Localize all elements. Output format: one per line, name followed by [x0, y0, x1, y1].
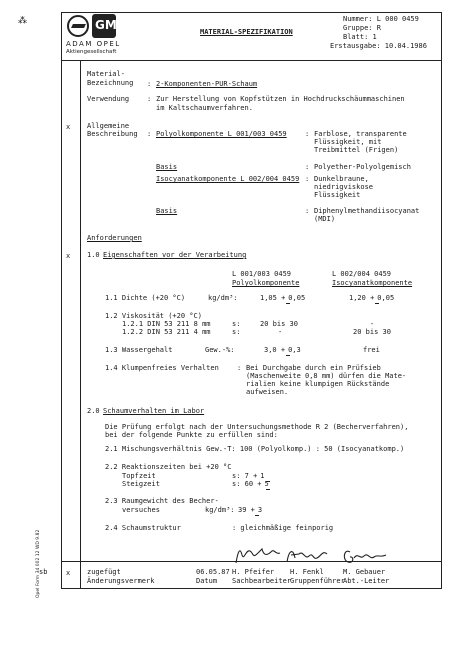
iso-label: Isocyanatkomponente L 002/004 0459: [156, 175, 300, 183]
footer-change-note: Änderungsvermerk: [87, 577, 155, 585]
row-reaction-label: 2.2 Reaktionszeiten bei +20 °C: [105, 463, 232, 471]
basis-label: Basis: [156, 163, 178, 171]
opel-logo: [67, 15, 89, 37]
footer-date-label: Datum: [196, 577, 218, 585]
gm-logo: GM: [92, 14, 116, 38]
colon: :: [147, 95, 152, 103]
footer-role-3: Abt.-Leiter: [343, 577, 390, 585]
signature-gebauer: [340, 546, 390, 566]
row-density-cup-label: 2.3 Raumgewicht des Becher-: [105, 497, 219, 505]
verwendung-label: Verwendung: [87, 95, 130, 103]
iso-basis: Diphenylmethandiisocyanat: [314, 207, 420, 215]
water-polyol: 3,0 + 0,3: [264, 346, 301, 354]
footer-role-2: Gruppenführer: [290, 577, 345, 585]
section-2-number: 2.0: [87, 407, 100, 415]
footer-name-2: H. Fenkl: [290, 568, 324, 576]
lump-text: aufweisen.: [246, 388, 289, 396]
plus-minus-bar: [255, 515, 259, 516]
signature-pfeifer: [232, 545, 282, 567]
lump-text: rialien keine klumpigen Rückstände: [246, 380, 390, 388]
plus-minus-bar: [375, 303, 379, 304]
viscosity-1-polyol: 20 bis 30: [260, 320, 298, 328]
verwendung-text: im Kaltschaumverfahren.: [156, 104, 253, 112]
colon: :: [305, 163, 310, 171]
row-foam-structure-value: : gleichmäßige feinporig: [232, 524, 334, 532]
colon: :: [305, 130, 310, 138]
material-value: 2-Komponenten-PUR-Schaum: [156, 80, 258, 88]
iso-desc: Flüssigkeit: [314, 191, 361, 199]
spec-group: Gruppe: R: [343, 24, 381, 32]
spec-sheet: Blatt: 1: [343, 33, 377, 41]
polyol-desc: Farblose, transparente: [314, 130, 407, 138]
row-viscosity-2-label: 1.2.2 DIN 53 211 4 mm: [122, 328, 211, 336]
polyol-label: Polyolkomponente L 001/003 0459: [156, 130, 287, 138]
polyol-desc: Flüssigkeit, mit: [314, 138, 382, 146]
plus-minus-bar: [266, 481, 270, 482]
section-2-intro: bei der folgende Punkte zu erfüllen sind:: [105, 431, 278, 439]
plus-minus-bar: [266, 489, 270, 490]
margin-divider: [80, 60, 81, 588]
plus-minus-bar: [286, 355, 290, 356]
iso-desc: niedrigviskose: [314, 183, 374, 191]
row-rise-time-label: Steigzeit: [122, 480, 160, 488]
allgemeine-label: Allgemeine: [87, 122, 130, 130]
change-marker: x: [66, 123, 71, 131]
company-name: ADAM OPEL: [66, 40, 121, 48]
section-1-number: 1.0: [87, 251, 100, 259]
viscosity-1-iso: -: [370, 320, 375, 328]
viscosity-2-polyol: -: [278, 328, 283, 336]
plus-minus-bar: [286, 303, 290, 304]
row-lump-label: 1.4 Klumpenfreies Verhalten: [105, 364, 219, 372]
signature-fenkl: [283, 546, 331, 566]
lump-text: (Maschenweite 0,8 mm) dürfen die Mate-: [246, 372, 407, 380]
col2-code: L 002/004 0459: [332, 270, 392, 278]
page-title: MATERIAL-SPEZIFIKATION: [200, 28, 293, 36]
row-density-unit: kg/dm³:: [208, 294, 238, 302]
colon: :: [305, 207, 310, 215]
company-sub: Aktiengesellschaft: [66, 49, 117, 55]
colon: :: [147, 130, 152, 138]
viscosity-2-iso: 20 bis 30: [353, 328, 391, 336]
beschreibung-label: Beschreibung: [87, 130, 138, 138]
sb-mark: sb: [39, 568, 48, 576]
row-viscosity-label: 1.2 Viskosität (+20 °C): [105, 312, 202, 320]
colon: :: [147, 80, 152, 88]
row-foam-structure-label: 2.4 Schaumstruktur: [105, 524, 181, 532]
corner-mark: ⁂: [18, 16, 27, 26]
row-pot-time-value: s: 7 + 1: [232, 472, 265, 480]
row-density-cup-value: 39 + 3: [238, 506, 263, 514]
water-iso: frei: [363, 346, 380, 354]
requirements-title: Anforderungen: [87, 234, 142, 242]
lump-text: Bei Durchgabe durch ein Prüfsieb: [246, 364, 381, 372]
section-2-intro: Die Prüfung erfolgt nach der Untersuchungsmethode R 2 (Becherverfahren),: [105, 423, 409, 431]
basis-label: Basis: [156, 207, 178, 215]
density-iso: 1,20 + 0,05: [349, 294, 395, 302]
iso-desc: Dunkelbraune,: [314, 175, 369, 183]
change-marker: x: [66, 569, 71, 577]
material-label: Material-: [87, 70, 125, 78]
footer-name-1: H. Pfeifer: [232, 568, 275, 576]
section-2-title: Schaumverhalten im Labor: [103, 407, 205, 415]
col1-code: L 001/003 0459: [232, 270, 292, 278]
spec-number: Nummer: L 000 0459: [343, 15, 419, 23]
footer-date-value: 06.05.87: [196, 568, 230, 576]
row-water-label: 1.3 Wassergehalt: [105, 346, 173, 354]
section-1-title: Eigenschaften vor der Verarbeitung: [103, 251, 247, 259]
spec-first-issue: Erstausgabe: 10.04.1986: [330, 42, 427, 50]
header-divider: [61, 60, 441, 61]
iso-basis: (MDI): [314, 215, 336, 223]
footer-added: zugefügt: [87, 568, 121, 576]
row-density-label: 1.1 Dichte (+20 °C): [105, 294, 186, 302]
polyol-desc: Treibmittel (Frigen): [314, 146, 399, 154]
row-density-cup-label: versuches: [122, 506, 160, 514]
colon: :: [305, 175, 310, 183]
row-viscosity-2-unit: s:: [232, 328, 241, 336]
bezeichnung-label: Bezeichnung: [87, 79, 134, 87]
row-viscosity-1-label: 1.2.1 DIN 53 211 8 mm: [122, 320, 211, 328]
footer-name-3: M. Gebauer: [343, 568, 386, 576]
density-polyol: 1,05 + 0,05: [260, 294, 306, 302]
row-mix-ratio: 2.1 Mischungsverhältnis Gew.-T: 100 (Polyolkomp.) : 50 (Isocyanatkomp.): [105, 445, 405, 453]
col1-name: Polyolkomponente: [232, 279, 300, 287]
row-rise-time-value: s: 60 + 5: [232, 480, 269, 488]
verwendung-text: Zur Herstellung von Kopfstützen in Hochdruckschäummaschinen: [156, 95, 405, 103]
footer-role-1: Sachbearbeiter: [232, 577, 292, 585]
col2-name: Isocyanatkomponente: [332, 279, 413, 287]
row-viscosity-1-unit: s:: [232, 320, 241, 328]
colon: :: [237, 364, 242, 372]
form-code: Opel Form 34 002 12 WD 9.82: [36, 529, 41, 598]
polyol-basis: Polyether-Polyolgemisch: [314, 163, 411, 171]
row-pot-time-label: Topfzeit: [122, 472, 156, 480]
row-density-cup-unit: kg/dm³:: [205, 506, 235, 514]
row-water-unit: Gew.-%:: [205, 346, 235, 354]
change-marker: x: [66, 252, 71, 260]
